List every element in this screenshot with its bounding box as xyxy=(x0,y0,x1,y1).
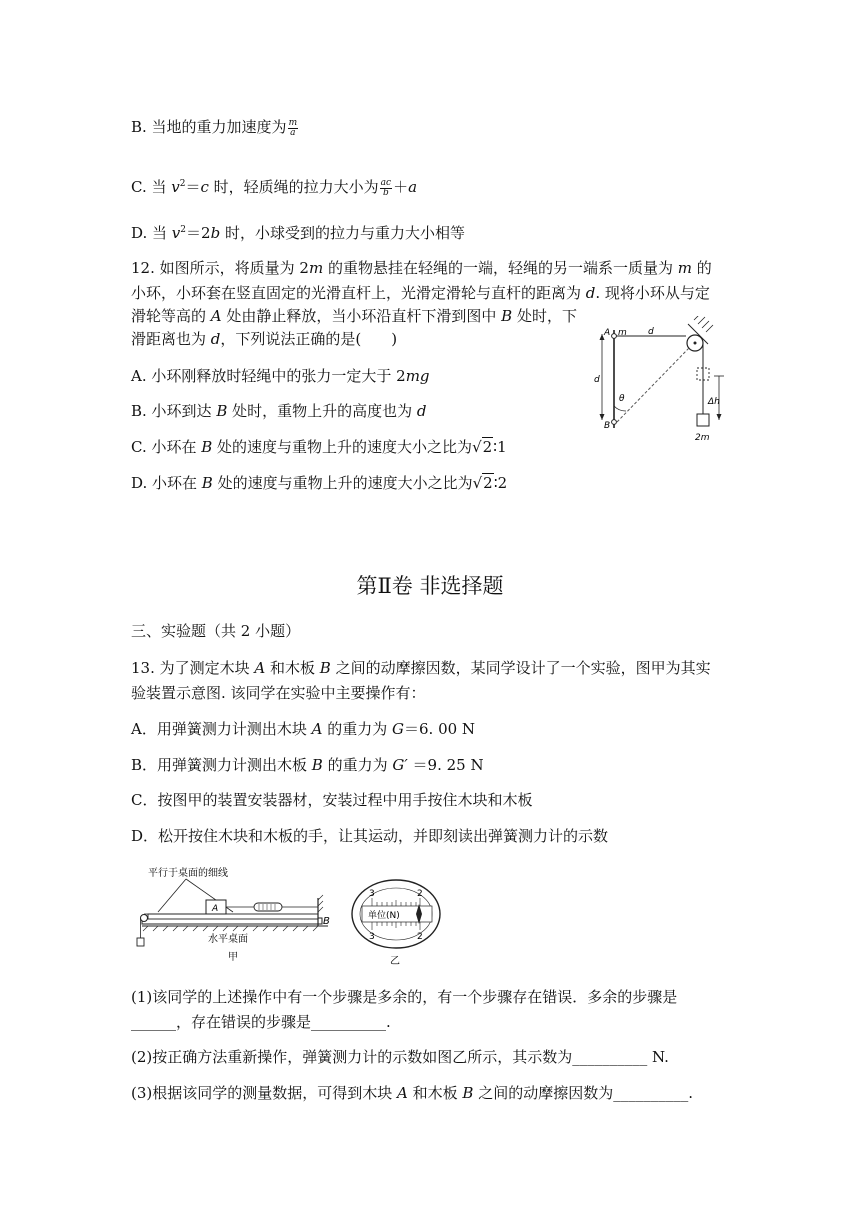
q13-step-a: A．用弹簧测力计测出木块 A 的重力为 G＝6. 00 N xyxy=(131,720,476,738)
label-block-a: A xyxy=(212,904,219,914)
label-unit: 单位(N) xyxy=(368,911,400,921)
q11-option-b: B. 当地的重力加速度为 $\frac{m}{a}$ xyxy=(131,117,298,138)
q13-stem-line2: 验装置示意图. 该同学在实验中主要操作有： xyxy=(131,684,426,702)
label-a: A xyxy=(604,328,611,338)
label-yi: 乙 xyxy=(390,956,400,967)
q13-sub1-line1: (1)该同学的上述操作中有一个步骤是多余的，有一个步骤存在错误．多余的步骤是 xyxy=(131,988,678,1006)
fraction: $\frac{m}{a}$ xyxy=(288,117,298,138)
q13-step-d: D．松开按住木块和木板的手，让其运动，并即刻读出弹簧测力计的示数 xyxy=(131,827,609,845)
q12-stem-line2: 小环，小环套在竖直固定的光滑直杆上，光滑定滑轮与直杆的距离为 d. 现将小环从与定 xyxy=(131,284,710,302)
q12-figure xyxy=(588,316,738,444)
q11-option-d: D. 当 $v^2=2b$ 时，小球受到的拉力与重力大小相等 xyxy=(131,224,465,242)
sqrt: √2 xyxy=(472,438,493,456)
fraction: $\frac{ac}{b}$ xyxy=(380,177,392,198)
label-table: 水平桌面 xyxy=(208,934,248,945)
section-title: 第Ⅱ卷 非选择题 xyxy=(356,574,504,598)
q13-stem-line1: 13. 为了测定木块 A 和木板 B 之间的动摩擦因数，某同学设计了一个实验，图甲为其实 xyxy=(131,659,711,677)
tick-3-bottom: 3 xyxy=(369,932,375,942)
label-delta-h: Δh xyxy=(708,397,720,407)
label-d-left: d xyxy=(594,375,600,385)
q12-stem-line4: 滑距离也为 d，下列说法正确的是( ) xyxy=(131,330,398,348)
label-2m: 2m xyxy=(695,433,710,443)
section-three-heading: 三、实验题（共 2 小题） xyxy=(131,622,301,640)
q13-step-c: C．按图甲的装置安装器材，安装过程中用手按住木块和木板 xyxy=(131,791,533,809)
q12-stem-line1: 12. 如图所示，将质量为 2m 的重物悬挂在轻绳的一端，轻绳的另一端系一质量为 m 的 xyxy=(131,259,712,277)
sqrt: √2 xyxy=(472,474,493,492)
label-m: m xyxy=(618,328,627,338)
label-theta: θ xyxy=(619,394,625,404)
q11-option-c: C. 当 $v^2=c$ 时，轻质绳的拉力大小为 $\frac{ac}{b}$ ＋a xyxy=(131,177,418,198)
q12-option-c: C. 小环在 B 处的速度与重物上升的速度大小之比为√2∶1 xyxy=(131,438,507,456)
label-d-top: d xyxy=(648,327,654,337)
q12-stem-line3: 滑轮等高的 A 处由静止释放，当小环沿直杆下滑到图中 B 处时，下 xyxy=(131,307,577,325)
q12-option-d: D. 小环在 B 处的速度与重物上升的速度大小之比为√2∶2 xyxy=(131,474,508,492)
q13-sub3: (3)根据该同学的测量数据，可得到木块 A 和木板 B 之间的动摩擦因数为__________. xyxy=(131,1084,693,1102)
q13-sub2: (2)按正确方法重新操作，弹簧测力计的示数如图乙所示，其示数为__________ N. xyxy=(131,1048,669,1066)
label-board-b: B xyxy=(323,916,330,927)
q12-option-b: B. 小环到达 B 处时，重物上升的高度也为 d xyxy=(131,402,427,420)
label-jia: 甲 xyxy=(228,952,238,963)
q12-option-a: A. 小环刚释放时轻绳中的张力一定大于 2mg xyxy=(131,367,430,385)
tick-3-top: 3 xyxy=(369,889,375,899)
tick-2-top: 2 xyxy=(417,889,423,899)
tick-2-bottom: 2 xyxy=(417,932,423,942)
q13-step-b: B．用弹簧测力计测出木板 B 的重力为 G′ ＝9. 25 N xyxy=(131,756,484,774)
label-thread: 平行于桌面的细线 xyxy=(148,868,228,879)
q13-sub1-line2: ______，存在错误的步骤是__________. xyxy=(131,1013,391,1031)
q13-figure xyxy=(128,860,448,970)
label-b: B xyxy=(604,421,611,431)
